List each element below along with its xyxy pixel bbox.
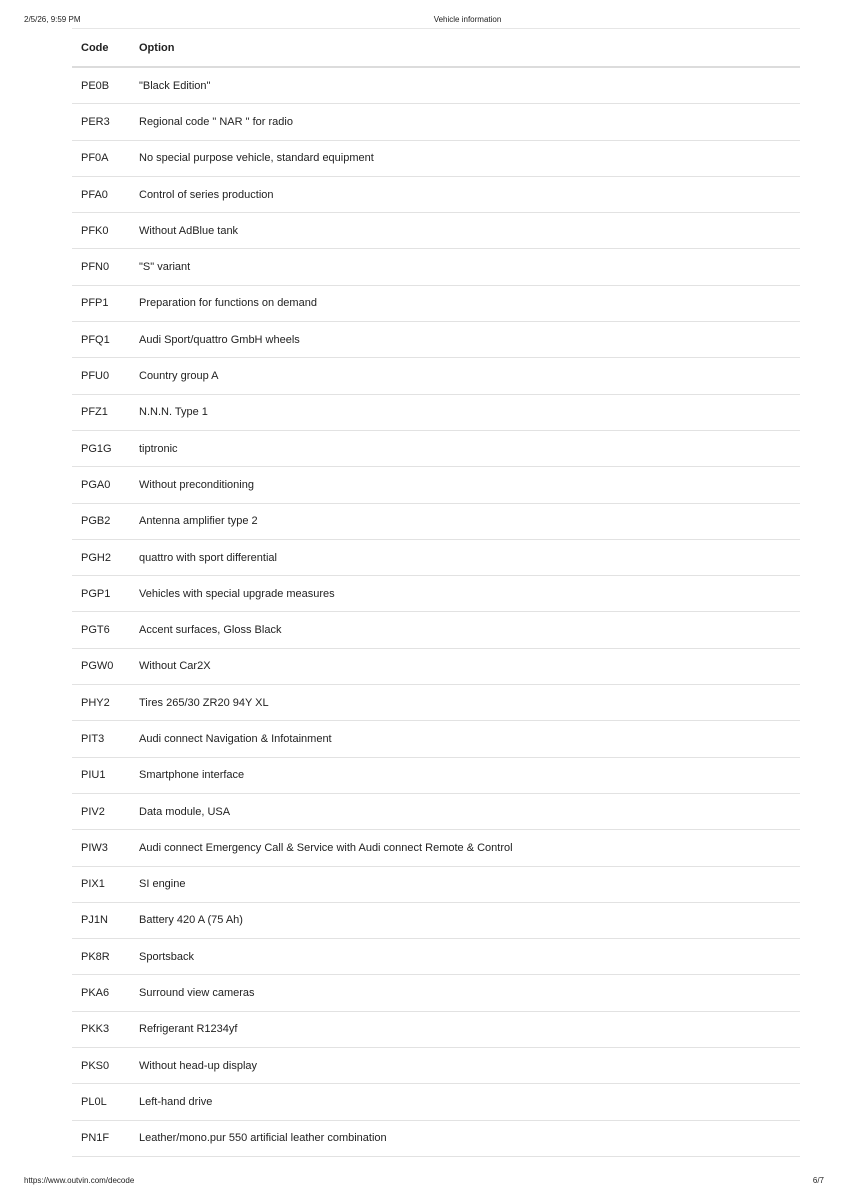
column-header-code: Code xyxy=(81,41,109,54)
option-code: PHY2 xyxy=(81,696,110,709)
option-code: PL0L xyxy=(81,1095,107,1108)
option-description: Data module, USA xyxy=(139,805,231,818)
option-code: PFQ1 xyxy=(81,333,110,346)
option-code: PIU1 xyxy=(81,769,106,782)
option-description: Antenna amplifier type 2 xyxy=(139,515,258,528)
option-description: Sportsback xyxy=(139,950,195,963)
option-code: PIV2 xyxy=(81,805,105,818)
table-row xyxy=(72,358,800,394)
table-row xyxy=(72,794,800,830)
option-description: Without AdBlue tank xyxy=(139,224,239,237)
table-row xyxy=(72,576,800,612)
option-code: PGH2 xyxy=(81,551,111,564)
option-code: PK8R xyxy=(81,950,110,963)
option-description: Accent surfaces, Gloss Black xyxy=(139,624,282,637)
option-code: PFK0 xyxy=(81,224,109,237)
vehicle-options-table xyxy=(72,28,800,1157)
table-row xyxy=(72,649,800,685)
print-url: https://www.outvin.com/decode xyxy=(24,1176,135,1185)
option-description: SI engine xyxy=(139,878,186,891)
option-description: Leather/mono.pur 550 artificial leather combination xyxy=(139,1132,387,1145)
option-code: PKK3 xyxy=(81,1023,110,1036)
option-code: PGW0 xyxy=(81,660,114,673)
option-code: PER3 xyxy=(81,115,110,128)
table-row xyxy=(72,830,800,866)
table-row xyxy=(72,1048,800,1084)
option-description: Surround view cameras xyxy=(139,987,255,1000)
table-row xyxy=(72,721,800,757)
table-row xyxy=(72,903,800,939)
option-description: Without preconditioning xyxy=(139,478,254,491)
option-description: Battery 420 A (75 Ah) xyxy=(139,914,243,927)
table-row xyxy=(72,395,800,431)
table-row xyxy=(72,177,800,213)
option-description: Without Car2X xyxy=(139,660,211,673)
table-row xyxy=(72,213,800,249)
table-row xyxy=(72,867,800,903)
table-row xyxy=(72,504,800,540)
option-code: PN1F xyxy=(81,1132,110,1145)
table-header-row xyxy=(72,28,800,68)
option-description: Smartphone interface xyxy=(139,769,245,782)
table-row xyxy=(72,612,800,648)
option-code: PIW3 xyxy=(81,841,108,854)
option-description: Audi connect Navigation & Infotainment xyxy=(139,732,332,745)
option-description: Audi connect Emergency Call & Service with Audi connect Remote & Control xyxy=(139,841,513,854)
option-code: PFA0 xyxy=(81,188,108,201)
option-description: quattro with sport differential xyxy=(139,551,277,564)
option-code: PJ1N xyxy=(81,914,108,927)
option-description: N.N.N. Type 1 xyxy=(139,406,208,419)
option-code: PGA0 xyxy=(81,478,111,491)
option-description: Vehicles with special upgrade measures xyxy=(139,587,335,600)
option-code: PIT3 xyxy=(81,732,105,745)
option-code: PE0B xyxy=(81,79,110,92)
table-body xyxy=(72,68,800,1157)
option-description: tiptronic xyxy=(139,442,178,455)
option-description: Country group A xyxy=(139,370,219,383)
option-description: Refrigerant R1234yf xyxy=(139,1023,238,1036)
table-row xyxy=(72,540,800,576)
option-description: "S" variant xyxy=(139,261,191,274)
table-row xyxy=(72,939,800,975)
print-title: Vehicle information xyxy=(433,15,502,24)
page-number: 6/7 xyxy=(812,1176,824,1185)
table-row xyxy=(72,141,800,177)
option-code: PKA6 xyxy=(81,987,110,1000)
print-date: 2/5/26, 9:59 PM xyxy=(24,15,81,24)
option-description: Left-hand drive xyxy=(139,1095,213,1108)
option-code: PFN0 xyxy=(81,261,110,274)
table-row xyxy=(72,286,800,322)
column-header-option: Option xyxy=(139,41,175,54)
option-code: PGT6 xyxy=(81,624,110,637)
option-code: PF0A xyxy=(81,152,109,165)
table-row xyxy=(72,1121,800,1157)
option-description: Audi Sport/quattro GmbH wheels xyxy=(139,333,300,346)
table-row xyxy=(72,322,800,358)
option-description: Preparation for functions on demand xyxy=(139,297,317,310)
option-code: PFU0 xyxy=(81,370,110,383)
option-description: "Black Edition" xyxy=(139,79,211,92)
table-row xyxy=(72,685,800,721)
table-row xyxy=(72,975,800,1011)
option-code: PKS0 xyxy=(81,1059,110,1072)
option-code: PIX1 xyxy=(81,878,105,891)
option-description: Tires 265/30 ZR20 94Y XL xyxy=(139,696,269,709)
option-code: PFZ1 xyxy=(81,406,108,419)
option-code: PGP1 xyxy=(81,587,111,600)
option-code: PGB2 xyxy=(81,515,111,528)
table-row xyxy=(72,104,800,140)
option-code: PG1G xyxy=(81,442,112,455)
option-code: PFP1 xyxy=(81,297,109,310)
option-description: Without head-up display xyxy=(139,1059,258,1072)
table-row xyxy=(72,467,800,503)
table-row xyxy=(72,758,800,794)
option-description: No special purpose vehicle, standard equipment xyxy=(139,152,374,165)
table-row xyxy=(72,1084,800,1120)
table-row xyxy=(72,249,800,285)
option-description: Regional code " NAR " for radio xyxy=(139,115,293,128)
table-row xyxy=(72,431,800,467)
table-row xyxy=(72,68,800,104)
option-description: Control of series production xyxy=(139,188,274,201)
table-row xyxy=(72,1012,800,1048)
